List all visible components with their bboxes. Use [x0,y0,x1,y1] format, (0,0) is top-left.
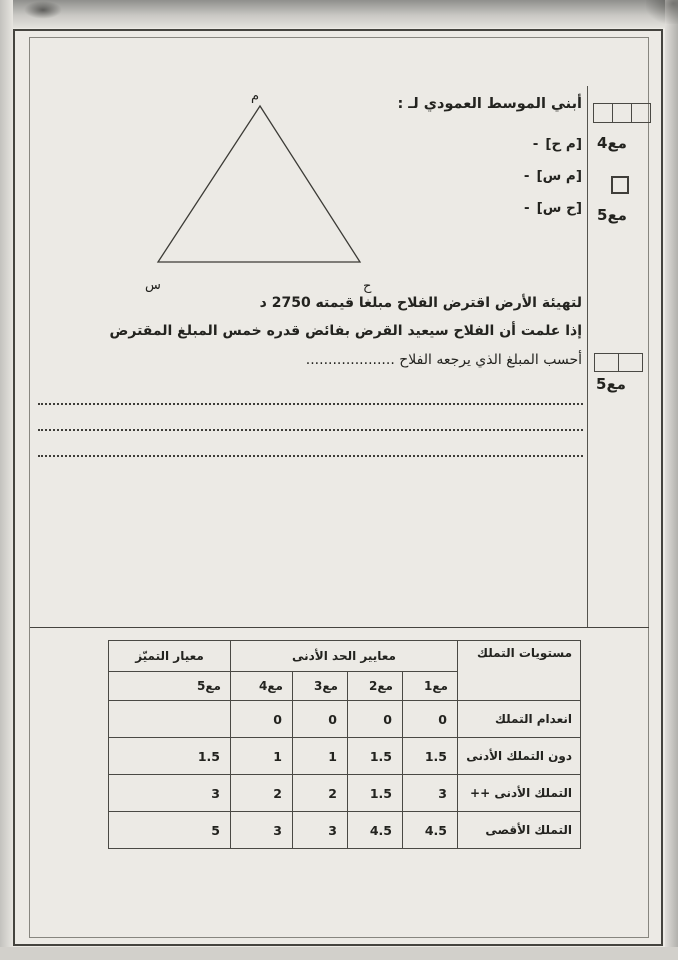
rubric-cell: 1.5 [348,738,403,775]
rubric-cell: 0 [348,701,403,738]
answer-line [38,429,583,431]
rubric-cell: 0 [403,701,458,738]
score-label-ma5-lower: مع5 [596,375,626,393]
score-boxes-strip [593,103,651,123]
problem-line-3 [306,352,582,368]
rubric-cell: 1.5 [403,738,458,775]
segment-label: [ح س] [536,200,582,216]
answer-line [38,455,583,457]
segment-item-ms [524,168,582,184]
score-label-ma5: مع5 [597,206,627,224]
segment-label: [م ح] [545,136,582,152]
rubric-cell: 2 [231,775,293,812]
problem-line-1: لتهيئة الأرض اقترض الفلاح مبلغا قيمته 2750 د [259,295,582,311]
score-box [618,353,643,372]
rubric-cell: 5 [109,812,231,849]
rubric-row [109,812,581,849]
inline-answer-dots: .................... [305,352,395,368]
rubric-col-ma4: مع4 [231,672,293,701]
list-dash: - [523,168,530,184]
geometry-heading: أبني الموسط العمودي لـ : [397,96,582,112]
rubric-table [108,640,581,849]
triangle-left-label: س [145,278,161,293]
rubric-cell: 1.5 [348,775,403,812]
rubric-cell: 0 [293,701,348,738]
scan-edge-bottom [0,947,678,960]
rubric-cell [109,701,231,738]
rubric-cell: 3 [109,775,231,812]
scan-artifact [24,1,62,19]
rubric-cell: 4.5 [348,812,403,849]
scan-artifact [646,0,678,24]
score-margin-divider [587,86,588,627]
triangle-apex-label: م [250,89,260,104]
list-dash: - [523,200,530,216]
rubric-row [109,775,581,812]
rubric-cell: 1.5 [109,738,231,775]
triangle-right-label: ح [363,279,372,294]
rubric-cell: 0 [231,701,293,738]
score-label-ma4: مع4 [597,134,627,152]
segment-label: [م س] [536,168,582,184]
scan-edge-top [0,0,678,28]
problem-line-2: إذا علمت أن الفلاح سيعيد القرض بفائض قدره خمس المبلغ المقترض [109,323,582,339]
score-box [594,353,619,372]
rubric-cell: 3 [293,812,348,849]
score-box [611,176,629,194]
segment-item-hs [524,200,582,216]
rubric-cell: 1 [231,738,293,775]
rubric-excellence-header: معيار التميّز [109,641,231,672]
rubric-cell: 4.5 [403,812,458,849]
rubric-col-ma5: مع5 [109,672,231,701]
rubric-row-label: دون التملك الأدنى [458,738,581,775]
section-divider [30,627,649,628]
rubric-col-ma2: مع2 [348,672,403,701]
rubric-row-label: انعدام التملك [458,701,581,738]
rubric-cell: 3 [231,812,293,849]
problem-question-text: أحسب المبلغ الذي يرجعه الفلاح [399,352,582,368]
rubric-col-ma3: مع3 [293,672,348,701]
rubric-levels-header: مستويات التملك [458,641,581,701]
score-boxes-strip [594,353,643,372]
scan-edge-right [665,0,678,960]
rubric-cell: 2 [293,775,348,812]
rubric-row-label: التملك الأدنى ++ [458,775,581,812]
list-dash: - [532,136,539,152]
rubric-col-ma1: مع1 [403,672,458,701]
answer-line [38,403,583,405]
score-box [631,103,651,123]
scan-edge-left [0,0,13,960]
rubric-row [109,738,581,775]
score-box [612,103,632,123]
rubric-header-row-1 [109,641,581,672]
rubric-cell: 3 [403,775,458,812]
rubric-cell: 1 [293,738,348,775]
triangle-shape [158,106,360,262]
segment-item-mh [533,136,582,152]
rubric-min-criteria-header: معايير الحد الأدنى [231,641,458,672]
rubric-row [109,701,581,738]
score-box [593,103,613,123]
rubric-row-label: التملك الأقصى [458,812,581,849]
triangle-figure [133,86,385,300]
